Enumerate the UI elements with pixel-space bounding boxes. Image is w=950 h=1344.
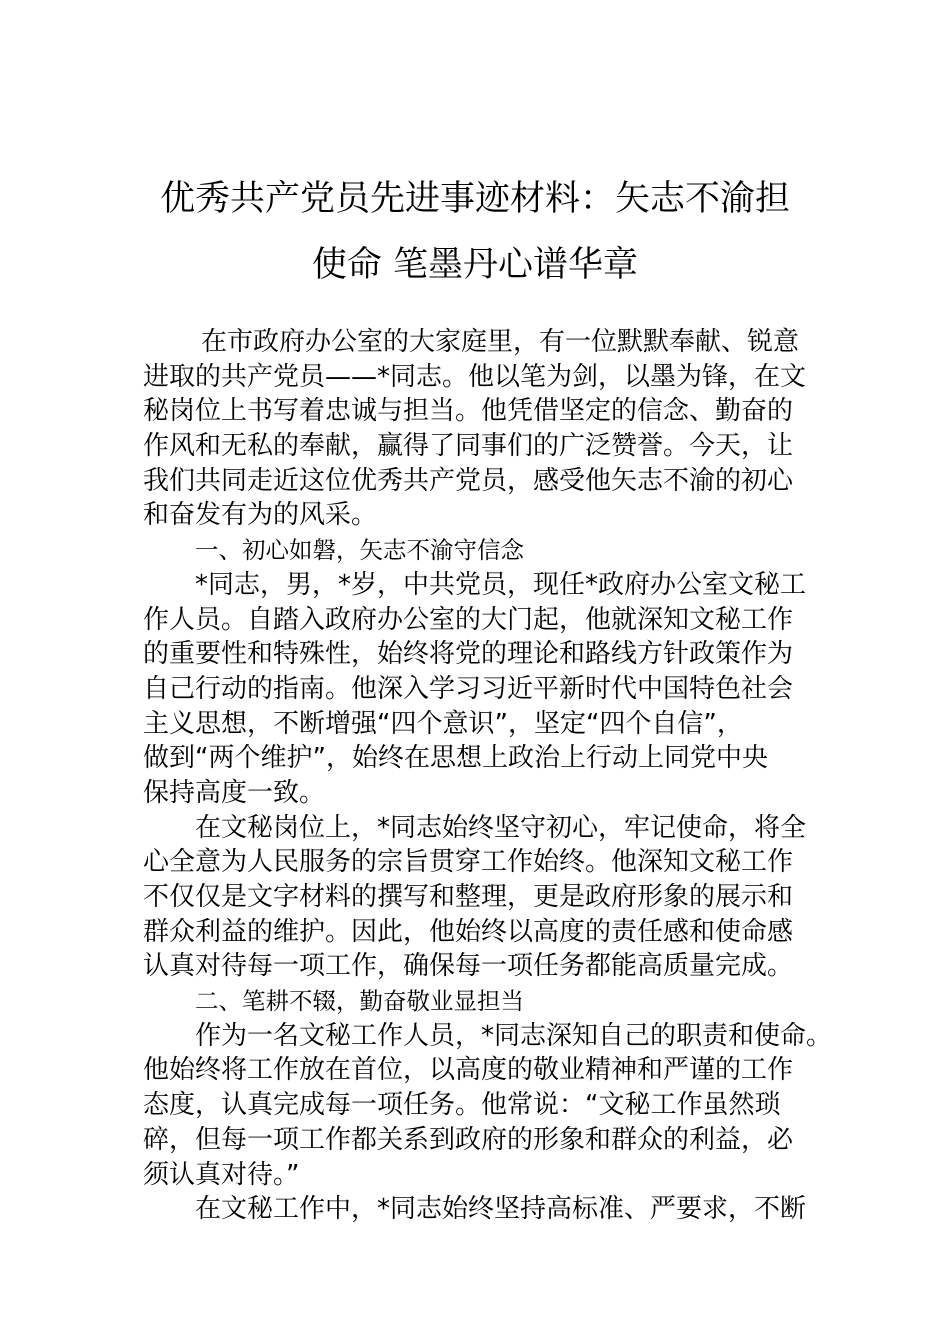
document-title xyxy=(100,166,850,298)
paragraph-line: 认真对待每一项工作，确保每一项任务都能高质量完成。 xyxy=(143,951,794,982)
paragraph-line: 在市政府办公室的大家庭里，有一位默默奉献、锐意 xyxy=(201,327,800,357)
paragraph-line: 秘岗位上书写着忠诚与担当。他凭借坚定的信念、勤奋的 xyxy=(143,396,794,427)
paragraph-line: 群众利益的维护。因此，他始终以高度的责任感和使命感 xyxy=(143,916,794,947)
paragraph-line: 我们共同走近这位优秀共产党员，感受他矢志不渝的初心 xyxy=(143,465,794,496)
paragraph-line: *同志，男，*岁，中共党员，现任*政府办公室文秘工 xyxy=(195,569,807,600)
title-line: 优秀共产党员先进事迹材料：矢志不渝担 xyxy=(159,179,790,219)
paragraph-line: 作人员。自踏入政府办公室的大门起，他就深知文秘工作 xyxy=(143,604,794,635)
section-heading: 一、初心如磐，矢志不渝守信念 xyxy=(195,536,524,565)
paragraph-line: 做到“两个维护”，始终在思想上政治上行动上同党中央 xyxy=(143,743,768,774)
paragraph-line: 作为一名文秘工作人员，*同志深知自己的职责和使命。 xyxy=(195,1020,833,1051)
title-line: 使命 笔墨丹心谱华章 xyxy=(311,245,639,285)
paragraph-line: 作风和无私的奉献，赢得了同事们的广泛赞誉。今天，让 xyxy=(143,431,794,462)
paragraph-line: 在文秘岗位上，*同志始终坚守初心，牢记使命，将全 xyxy=(195,812,807,843)
paragraph-line: 心全意为人民服务的宗旨贯穿工作始终。他深知文秘工作 xyxy=(143,847,794,878)
paragraph-line: 主义思想，不断增强“四个意识”，坚定“四个自信”， xyxy=(143,708,743,739)
paragraph-line: 他始终将工作放在首位，以高度的敬业精神和严谨的工作 xyxy=(143,1055,794,1086)
paragraph-line: 在文秘工作中，*同志始终坚持高标准、严要求，不断 xyxy=(195,1194,807,1225)
paragraph-line: 保持高度一致。 xyxy=(143,777,326,808)
paragraph-line: 和奋发有为的风采。 xyxy=(143,500,378,531)
paragraph-line: 碎，但每一项工作都关系到政府的形象和群众的利益，必 xyxy=(143,1124,794,1155)
section-heading: 二、笔耕不辍，勤奋敬业显担当 xyxy=(195,987,524,1016)
paragraph-line: 自己行动的指南。他深入学习习近平新时代中国特色社会 xyxy=(143,673,794,704)
paragraph-line: 须认真对待。” xyxy=(143,1159,300,1190)
document-body xyxy=(143,325,833,1227)
paragraph-line: 的重要性和特殊性，始终将党的理论和路线方针政策作为 xyxy=(143,639,794,670)
paragraph-line: 不仅仅是文字材料的撰写和整理，更是政府形象的展示和 xyxy=(143,882,794,912)
paragraph-line: 进取的共产党员——*同志。他以笔为剑，以墨为锋，在文 xyxy=(143,361,807,392)
paragraph-line: 态度，认真完成每一项任务。他常说：“文秘工作虽然琐 xyxy=(143,1090,781,1121)
